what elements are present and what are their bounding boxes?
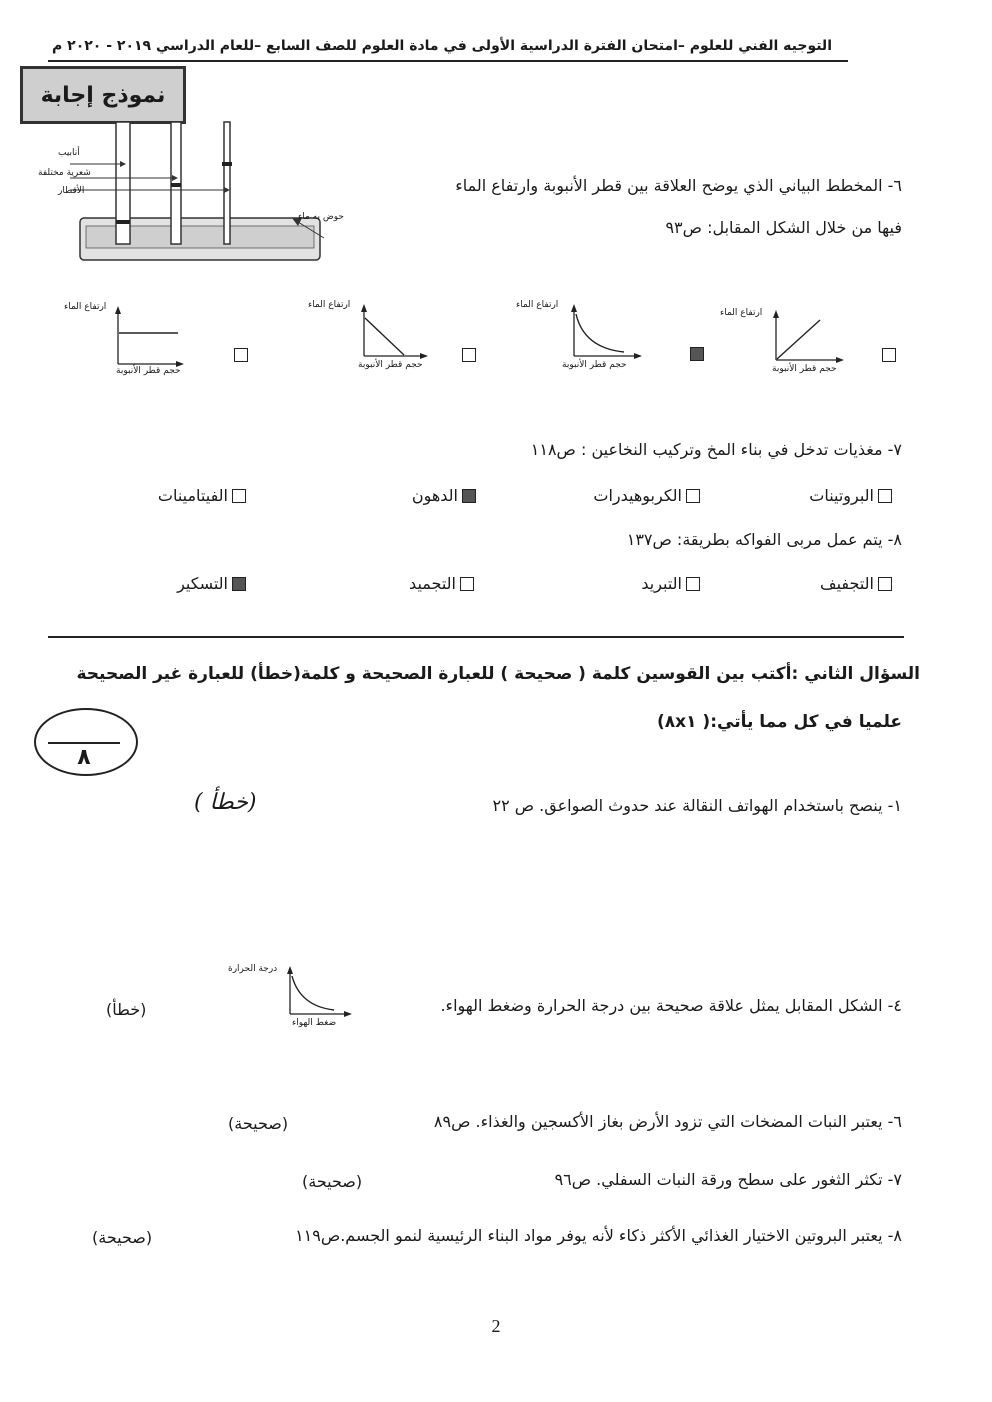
q6-option4-checkbox[interactable]	[882, 348, 896, 362]
q6-option2-checkbox[interactable]	[462, 348, 476, 362]
q6-graph3-ylabel: ارتفاع الماء	[516, 300, 559, 310]
q8-option-label: التسكير	[177, 574, 228, 593]
q7-checkbox-carbs[interactable]	[686, 489, 700, 503]
statement-7-answer: (صحيحة)	[302, 1172, 363, 1191]
q7-option-label: الفيتامينات	[157, 486, 228, 505]
q6-option1-checkbox[interactable]	[234, 348, 248, 362]
q7-checkbox-vitamins[interactable]	[232, 489, 246, 503]
q7-option-fats[interactable]	[412, 486, 476, 505]
q6-line1: ٦- المخطط البياني الذي يوضح العلاقة بين قطر الأنبوبة وارتفاع الماء	[455, 176, 902, 195]
q6-graph4-xlabel: حجم قطر الأنبوبة	[772, 364, 837, 374]
score-value: ٨	[77, 745, 91, 770]
statement-4-answer: (خطأ)	[106, 1000, 147, 1019]
statement-1-text: ١- ينصح باستخدام الهواتف النقالة عند حدوث الصواعق. ص ٢٢	[492, 796, 902, 815]
basin-label: حوض به ماء	[298, 212, 344, 222]
q8-option-sugaring[interactable]	[177, 574, 246, 593]
q7-option-proteins[interactable]	[809, 486, 892, 505]
q6-line2: فيها من خلال الشكل المقابل: ص٩٣	[665, 218, 902, 237]
statement-7-text: ٧- تكثر الثغور على سطح ورقة النبات السفلي. ص٩٦	[554, 1170, 902, 1189]
q7-option-label: الدهون	[411, 486, 458, 505]
q6-option3-checkbox-selected[interactable]	[690, 347, 704, 361]
graph-line-curve-down	[576, 314, 624, 352]
diameters-label: الأقطار	[58, 186, 85, 196]
tubes-label: أنابيب	[58, 148, 80, 158]
q8-option-freezing[interactable]	[409, 574, 474, 593]
statement-6-text: ٦- يعتبر النبات المضخات التي تزود الأرض بغاز الأكسجين والغذاء. ص٨٩	[433, 1112, 902, 1131]
statement-8-text: ٨- يعتبر البروتين الاختيار الغذائي الأكثر ذكاء لأنه يوفر مواد البناء الرئيسية لنمو الجسم.ص١١٩	[295, 1226, 902, 1245]
graph-line-curve-down	[292, 976, 334, 1010]
q8-checkbox-sugaring-selected[interactable]	[232, 577, 246, 591]
q8-option-label: التبريد	[641, 574, 682, 593]
q6-graph-linear-down	[300, 298, 450, 380]
q7-option-label: الكربوهيدرات	[593, 486, 682, 505]
q6-graph-linear-up	[720, 304, 870, 386]
q6-graph-curve-down	[512, 298, 662, 380]
tubes-diam-label: شعرية مختلفة	[38, 168, 91, 178]
q7-option-vitamins[interactable]	[158, 486, 246, 505]
page-number: 2	[491, 1316, 501, 1336]
q7-option-carbs[interactable]	[593, 486, 700, 505]
q6-graph1-xlabel: حجم قطر الأنبوبة	[116, 366, 181, 376]
q8-checkbox-drying[interactable]	[878, 577, 892, 591]
statement-4-graph-xlabel: ضغط الهواء	[292, 1018, 337, 1028]
q7-text: ٧- مغذيات تدخل في بناء المخ وتركيب النخاعين : ص١١٨	[530, 440, 902, 459]
q7-checkbox-fats-selected[interactable]	[462, 489, 476, 503]
header-divider	[48, 60, 848, 62]
q8-option-label: التجفيف	[820, 574, 874, 593]
q6-graph-flat	[62, 300, 202, 382]
q8-option-cooling[interactable]	[641, 574, 700, 593]
q7-option-label: البروتينات	[809, 486, 874, 505]
graph-line-linear-down	[365, 318, 404, 355]
statement-4-graph-ylabel: درجة الحرارة	[228, 964, 278, 974]
score-divider	[48, 742, 120, 744]
section2-title-line1: السؤال الثاني :أكتب بين القوسين كلمة ( صحيحة ) للعبارة الصحيحة و كلمة(خطأ) للعبارة غير الصحيحة	[76, 664, 920, 684]
answer-key-stamp	[20, 66, 186, 124]
q6-graph3-xlabel: حجم قطر الأنبوبة	[562, 360, 627, 370]
section2-title-line2: علميا في كل مما يأتي:( ٨x١)	[657, 712, 902, 732]
q8-option-label: التجميد	[409, 574, 456, 593]
q8-checkbox-cooling[interactable]	[686, 577, 700, 591]
stamp-label: نموذج إجابة	[40, 82, 166, 108]
statement-6-answer: (صحيحة)	[228, 1114, 289, 1133]
q8-text: ٨- يتم عمل مربى الفواكه بطريقة: ص١٣٧	[626, 530, 902, 549]
statement-4-graph	[222, 960, 372, 1032]
q6-graph2-xlabel: حجم قطر الأنبوبة	[358, 360, 423, 370]
statement-8-answer: (صحيحة)	[92, 1228, 153, 1247]
q8-checkbox-freezing[interactable]	[460, 577, 474, 591]
statement-1-answer: (خطأ )	[194, 790, 257, 815]
statement-4-text: ٤- الشكل المقابل يمثل علاقة صحيحة بين درجة الحرارة وضغط الهواء.	[440, 996, 902, 1015]
q6-graph1-ylabel: ارتفاع الماء	[64, 302, 107, 312]
section-divider	[48, 636, 904, 638]
graph-line-linear-up	[777, 320, 820, 359]
q7-checkbox-proteins[interactable]	[878, 489, 892, 503]
q6-graph2-ylabel: ارتفاع الماء	[308, 300, 351, 310]
q8-option-drying[interactable]	[820, 574, 892, 593]
q6-graph4-ylabel: ارتفاع الماء	[720, 308, 763, 318]
page-header: التوجيه الفني للعلوم –امتحان الفترة الدراسية الأولى في مادة العلوم للصف السابع –للعام الدراسي ٢٠١٩ - ٢٠٢٠ م	[52, 38, 832, 54]
